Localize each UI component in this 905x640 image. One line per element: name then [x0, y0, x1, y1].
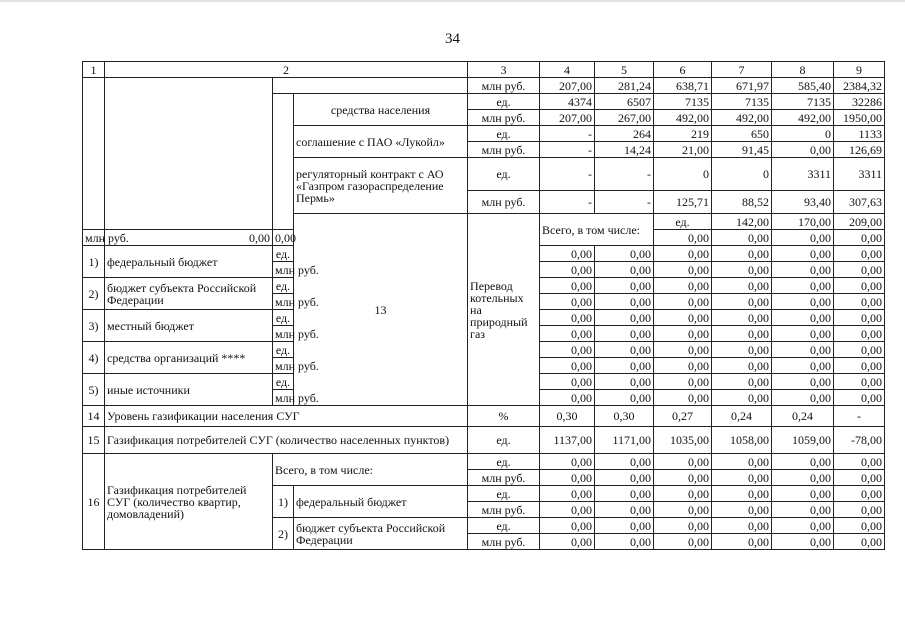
top-first-value: 281,24: [595, 78, 654, 94]
unit-cell: млн руб.: [468, 191, 540, 214]
row16-source-mln-value: 0,00: [834, 502, 885, 518]
unit-cell: ед.: [273, 310, 294, 326]
row13-title: Перевод котельных на природный газ: [468, 214, 540, 406]
population-mln-value: 492,00: [654, 110, 712, 126]
row13-source-mln-value: 0,00: [834, 326, 885, 342]
row16-source-mln-value: 0,00: [595, 534, 654, 550]
row15-value: 1059,00: [772, 427, 834, 454]
top-first-value: 207,00: [540, 78, 595, 94]
unit-cell: ед.: [468, 94, 540, 110]
gazprom-ed-value: -: [540, 158, 595, 191]
row-num-16: 16: [83, 454, 105, 550]
row16-total-ed-value: 0,00: [654, 454, 712, 470]
row16-total-label: Всего, в том числе:: [273, 454, 468, 486]
row13-source-ed-value: 0,00: [654, 310, 712, 326]
lukoil-mln-value: 91,45: [712, 142, 772, 158]
unit-cell: млн руб.: [468, 502, 540, 518]
row13-source-ed-value: 0,00: [595, 246, 654, 262]
row13-source-mln-value: 0,00: [712, 326, 772, 342]
row16-total-mln-value: 0,00: [595, 470, 654, 486]
row-num-15: 15: [83, 427, 105, 454]
col-header-1: 1: [83, 62, 105, 78]
lukoil-mln-value: 0,00: [772, 142, 834, 158]
row13-source-mln-value: 0,00: [654, 262, 712, 278]
population-ed-value: 32286: [834, 94, 885, 110]
unit-cell: млн руб.: [273, 326, 294, 342]
col-header-6: 6: [654, 62, 712, 78]
lukoil-ed-value: 219: [654, 126, 712, 142]
gazprom-mln-value: 307,63: [834, 191, 885, 214]
row13-source-mln-value: 0,00: [595, 262, 654, 278]
col-header-2: 2: [105, 62, 468, 78]
row13-source-mln-value: 0,00: [772, 390, 834, 406]
row13-source-mln-value: 0,00: [834, 294, 885, 310]
row13-source-mln-value: 0,00: [540, 326, 595, 342]
row13-source-ed-value: 0,00: [595, 310, 654, 326]
row16-source-label: федеральный бюджет: [294, 486, 468, 518]
row13-source-ed-value: 0,00: [834, 246, 885, 262]
population-mln-value: 492,00: [712, 110, 772, 126]
unit-cell: млн руб.: [83, 230, 105, 246]
row13-source-mln-value: 0,00: [595, 326, 654, 342]
unit-cell: млн руб.: [468, 534, 540, 550]
unit-cell: ед.: [468, 158, 540, 191]
row14-value: 0,24: [772, 406, 834, 427]
row13-source-mln-value: 0,00: [712, 390, 772, 406]
row13-source-label: местный бюджет: [105, 310, 273, 342]
row16-source-ed-value: 0,00: [712, 486, 772, 502]
row13-source-mln-value: 0,00: [654, 390, 712, 406]
row16-source-mln-value: 0,00: [712, 534, 772, 550]
unit-cell: ед.: [468, 126, 540, 142]
row13-total-mln-value: 0,00: [712, 230, 772, 246]
row16-source-mln-value: 0,00: [540, 502, 595, 518]
population-ed-value: 4374: [540, 94, 595, 110]
row15-value: 1035,00: [654, 427, 712, 454]
row13-source-ed-value: 0,00: [772, 278, 834, 294]
row14-value: 0,30: [595, 406, 654, 427]
row16-source-mln-value: 0,00: [595, 502, 654, 518]
unit-cell: млн руб.: [273, 358, 294, 374]
row13-source-ed-value: 0,00: [772, 310, 834, 326]
population-mln-value: 267,00: [595, 110, 654, 126]
lukoil-label: соглашение с ПАО «Лукойл»: [294, 126, 468, 158]
row13-source-ed-value: 0,00: [712, 342, 772, 358]
unit-cell: ед.: [273, 374, 294, 390]
unit-cell: ед.: [273, 246, 294, 262]
row13-total-mln-value: 0,00: [273, 230, 294, 246]
row13-source-mln-value: 0,00: [772, 262, 834, 278]
row16-source-ed-value: 0,00: [654, 518, 712, 534]
row13-source-ed-value: 0,00: [772, 342, 834, 358]
row13-source-ed-value: 0,00: [772, 246, 834, 262]
unit-cell: ед.: [468, 454, 540, 470]
col-header-7: 7: [712, 62, 772, 78]
row13-total-mln-value: 0,00: [105, 230, 273, 246]
row13-total-mln-value: 0,00: [654, 230, 712, 246]
row13-source-ed-value: 0,00: [540, 246, 595, 262]
row13-total-mln-value: 0,00: [772, 230, 834, 246]
row13-source-mln-value: 0,00: [540, 294, 595, 310]
row13-source-ed-value: 0,00: [540, 310, 595, 326]
empty-src-cell: [273, 78, 468, 94]
row16-source-ed-value: 0,00: [834, 486, 885, 502]
row16-total-ed-value: 0,00: [834, 454, 885, 470]
row16-total-mln-value: 0,00: [540, 470, 595, 486]
row13-source-ed-value: 0,00: [712, 310, 772, 326]
row13-source-mln-value: 0,00: [654, 326, 712, 342]
row13-source-mln-value: 0,00: [595, 294, 654, 310]
top-first-value: 585,40: [772, 78, 834, 94]
gazprom-mln-value: 125,71: [654, 191, 712, 214]
row16-total-ed-value: 0,00: [595, 454, 654, 470]
row13-source-mln-value: 0,00: [595, 358, 654, 374]
lukoil-mln-value: 126,69: [834, 142, 885, 158]
row13-source-ed-value: 0,00: [595, 342, 654, 358]
row13-source-number: 1): [83, 246, 105, 278]
top-first-value: 671,97: [712, 78, 772, 94]
row16-total-mln-value: 0,00: [654, 470, 712, 486]
row13-source-label: средства организаций ****: [105, 342, 273, 374]
row13-source-mln-value: 0,00: [772, 358, 834, 374]
row15-value: -78,00: [834, 427, 885, 454]
gazprom-ed-value: 3311: [834, 158, 885, 191]
row13-source-ed-value: 0,00: [595, 278, 654, 294]
row13-source-ed-value: 0,00: [712, 278, 772, 294]
row13-source-ed-value: 0,00: [834, 310, 885, 326]
row13-source-mln-value: 0,00: [540, 358, 595, 374]
population-mln-value: 207,00: [540, 110, 595, 126]
unit-cell: %: [468, 406, 540, 427]
population-mln-value: 492,00: [772, 110, 834, 126]
unit-cell: ед.: [468, 486, 540, 502]
row16-source-mln-value: 0,00: [772, 502, 834, 518]
population-ed-value: 6507: [595, 94, 654, 110]
unit-cell: млн руб.: [468, 470, 540, 486]
row13-source-number: 4): [83, 342, 105, 374]
row16-source-mln-value: 0,00: [772, 534, 834, 550]
row16-total-ed-value: 0,00: [712, 454, 772, 470]
top-first-value: 2384,32: [834, 78, 885, 94]
unit-cell: млн руб.: [468, 78, 540, 94]
row16-source-mln-value: 0,00: [654, 502, 712, 518]
col-header-8: 8: [772, 62, 834, 78]
lukoil-mln-value: 21,00: [654, 142, 712, 158]
row16-total-ed-row: [83, 454, 885, 470]
lukoil-ed-value: 650: [712, 126, 772, 142]
unit-cell: млн руб.: [273, 294, 294, 310]
row15-value: 1171,00: [595, 427, 654, 454]
gazprom-ed-value: 3311: [772, 158, 834, 191]
population-label: средства населения: [294, 94, 468, 126]
row13-source-ed-value: 0,00: [712, 246, 772, 262]
row13-source-mln-value: 0,00: [654, 358, 712, 374]
row13-source-mln-value: 0,00: [595, 390, 654, 406]
row16-total-mln-value: 0,00: [712, 470, 772, 486]
row13-source-label: иные источники: [105, 374, 273, 406]
row16-source-mln-value: 0,00: [654, 534, 712, 550]
row16-total-mln-value: 0,00: [834, 470, 885, 486]
row16-source-mln-value: 0,00: [712, 502, 772, 518]
row13-source-mln-value: 0,00: [712, 262, 772, 278]
row13-total-label: Всего, в том числе:: [540, 214, 654, 246]
row13-source-mln-value: 0,00: [772, 294, 834, 310]
row13-source-label: бюджет субъекта Российской Федерации: [105, 278, 273, 310]
row13-total-ed-value: 209,00: [834, 214, 885, 230]
row16-total-mln-value: 0,00: [772, 470, 834, 486]
lukoil-ed-value: 1133: [834, 126, 885, 142]
data-table: [82, 61, 885, 550]
gazprom-mln-value: 93,40: [772, 191, 834, 214]
unit-cell: ед.: [273, 278, 294, 294]
row13-source-number: 3): [83, 310, 105, 342]
col-header-9: 9: [834, 62, 885, 78]
row13-source-ed-value: 0,00: [712, 374, 772, 390]
empty-sub-num-cell: [273, 94, 294, 230]
gazprom-ed-value: 0: [712, 158, 772, 191]
lukoil-ed-value: 264: [595, 126, 654, 142]
row13-source-ed-value: 0,00: [654, 278, 712, 294]
lukoil-ed-value: 0: [772, 126, 834, 142]
row13-total-mln-value: 0,00: [834, 230, 885, 246]
unit-cell: млн руб.: [468, 110, 540, 126]
row16-source-ed-value: 0,00: [595, 486, 654, 502]
unit-cell: млн руб.: [273, 390, 294, 406]
unit-cell: ед.: [468, 427, 540, 454]
row13-source-ed-value: 0,00: [654, 374, 712, 390]
population-mln-value: 1950,00: [834, 110, 885, 126]
unit-cell: млн руб.: [273, 262, 294, 278]
population-ed-value: 7135: [772, 94, 834, 110]
row14-title: Уровень газификации населения СУГ: [105, 406, 468, 427]
gazprom-mln-value: -: [595, 191, 654, 214]
row16-source-ed-value: 0,00: [540, 518, 595, 534]
unit-cell: млн руб.: [468, 142, 540, 158]
row16-source-number: 1): [273, 486, 294, 518]
row13-source-mln-value: 0,00: [834, 390, 885, 406]
unit-cell: ед.: [654, 214, 712, 230]
row13-source-mln-value: 0,00: [540, 262, 595, 278]
row13-source-ed-value: 0,00: [834, 278, 885, 294]
row16-source-number: 2): [273, 518, 294, 550]
row13-source-ed-value: 0,00: [540, 374, 595, 390]
lukoil-mln-value: -: [540, 142, 595, 158]
top-first-value: 638,71: [654, 78, 712, 94]
row16-source-ed-value: 0,00: [772, 518, 834, 534]
row13-source-mln-value: 0,00: [772, 326, 834, 342]
gazprom-mln-value: -: [540, 191, 595, 214]
row15-title: Газификация потребителей СУГ (количество населенных пунктов): [105, 427, 468, 454]
row16-source-ed-value: 0,00: [595, 518, 654, 534]
row14-value: 0,30: [540, 406, 595, 427]
row13-source-mln-value: 0,00: [712, 294, 772, 310]
row13-source-ed-value: 0,00: [654, 342, 712, 358]
row14-value: -: [834, 406, 885, 427]
row14-value: 0,27: [654, 406, 712, 427]
top-edge-rule: [0, 0, 905, 2]
col-header-5: 5: [595, 62, 654, 78]
row13-source-ed-value: 0,00: [834, 342, 885, 358]
row13-source-ed-value: 0,00: [654, 246, 712, 262]
unit-cell: ед.: [468, 518, 540, 534]
lukoil-ed-value: -: [540, 126, 595, 142]
gazprom-mln-value: 88,52: [712, 191, 772, 214]
col-header-3: 3: [468, 62, 540, 78]
row13-source-mln-value: 0,00: [654, 294, 712, 310]
row13-source-ed-value: 0,00: [772, 374, 834, 390]
row13-source-number: 2): [83, 278, 105, 310]
col-header-4: 4: [540, 62, 595, 78]
gazprom-ed-value: -: [595, 158, 654, 191]
gazprom-label: регуляторный контракт с АО «Газпром газораспределение Пермь»: [294, 158, 468, 214]
row13-source-label: федеральный бюджет: [105, 246, 273, 278]
row14-value: 0,24: [712, 406, 772, 427]
row13-source-ed-value: 0,00: [834, 374, 885, 390]
row13-source-mln-value: 0,00: [540, 390, 595, 406]
row13-source-ed-value: 0,00: [540, 278, 595, 294]
row13-total-ed-value: 142,00: [712, 214, 772, 230]
row16-source-ed-value: 0,00: [654, 486, 712, 502]
population-ed-value: 7135: [712, 94, 772, 110]
row16-total-ed-value: 0,00: [540, 454, 595, 470]
row16-source-ed-value: 0,00: [540, 486, 595, 502]
population-ed-value: 7135: [654, 94, 712, 110]
row13-source-mln-value: 0,00: [834, 358, 885, 374]
empty-num-cell: [83, 78, 105, 230]
row16-source-ed-value: 0,00: [772, 486, 834, 502]
row13-source-mln-value: 0,00: [834, 262, 885, 278]
row14: [83, 406, 885, 427]
row16-source-mln-value: 0,00: [834, 534, 885, 550]
row15-value: 1137,00: [540, 427, 595, 454]
row-num-14: 14: [83, 406, 105, 427]
row16-source-ed-value: 0,00: [834, 518, 885, 534]
page-number: 34: [445, 31, 460, 47]
lukoil-mln-value: 14,24: [595, 142, 654, 158]
row13-source-mln-value: 0,00: [712, 358, 772, 374]
header-row: [83, 62, 885, 78]
row16-title: Газификация потребителей СУГ (количество квартир, домовладений): [105, 454, 273, 550]
gazprom-ed-value: 0: [654, 158, 712, 191]
row13-source-ed-value: 0,00: [540, 342, 595, 358]
row16-source-ed-value: 0,00: [712, 518, 772, 534]
unit-cell: ед.: [273, 342, 294, 358]
row16-source-label: бюджет субъекта Российской Федерации: [294, 518, 468, 550]
row13-source-number: 5): [83, 374, 105, 406]
row15: [83, 427, 885, 454]
row-num-13: 13: [294, 214, 468, 406]
row13-source-ed-value: 0,00: [595, 374, 654, 390]
row15-value: 1058,00: [712, 427, 772, 454]
row16-total-ed-value: 0,00: [772, 454, 834, 470]
row16-source-mln-value: 0,00: [540, 534, 595, 550]
top-first-row: [83, 78, 885, 94]
empty-title-cell: [105, 78, 273, 230]
row13-total-ed-value: 170,00: [772, 214, 834, 230]
